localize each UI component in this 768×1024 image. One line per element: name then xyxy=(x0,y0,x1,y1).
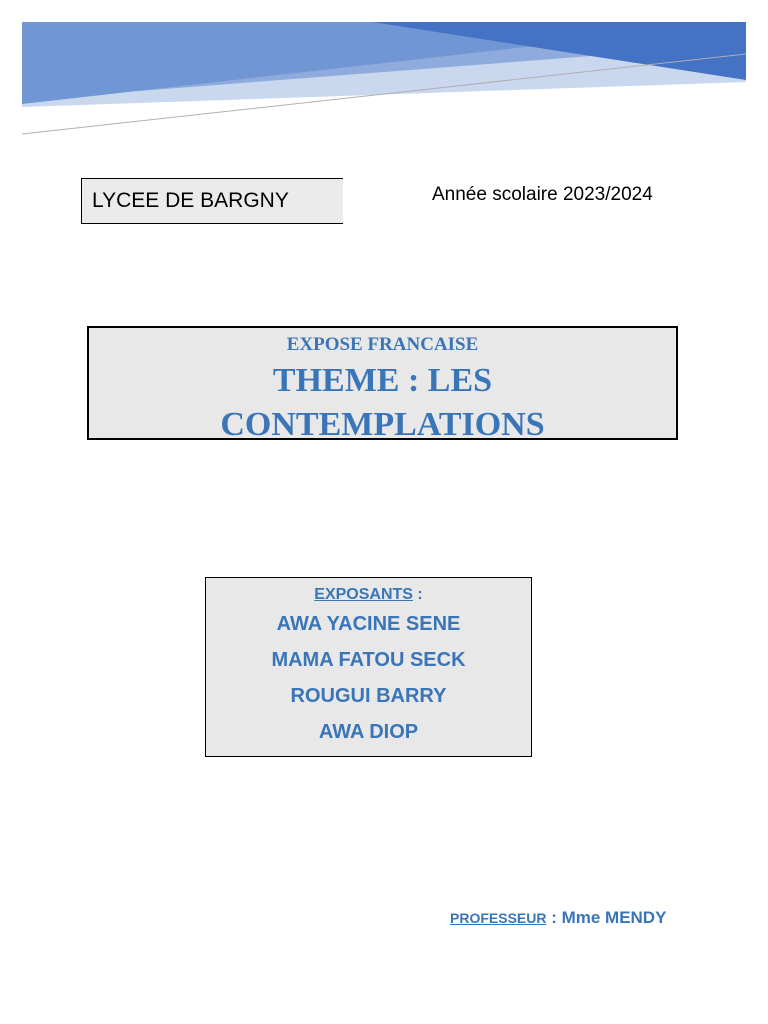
presenter-name: MAMA FATOU SECK xyxy=(271,649,466,671)
presenter-name: ROUGUI BARRY xyxy=(290,685,447,707)
presenter-name: AWA DIOP xyxy=(318,721,419,743)
presenters-colon: : xyxy=(412,586,423,603)
theme-line-1: THEME : LES xyxy=(272,362,493,399)
teacher-name: Mme MENDY xyxy=(561,908,667,927)
presenter-name: AWA YACINE SENE xyxy=(276,613,461,635)
teacher-label: PROFESSEUR xyxy=(450,910,547,926)
theme-line-2: CONTEMPLATIONS xyxy=(220,406,545,440)
teacher-line xyxy=(450,908,666,928)
school-year: Année scolaire 2023/2024 xyxy=(432,184,653,205)
presenters-list xyxy=(206,606,531,750)
header-banner xyxy=(22,22,746,142)
presenters-label: EXPOSANTS xyxy=(314,586,413,603)
presenters-box xyxy=(205,577,532,757)
exposé-subtitle: EXPOSE FRANCAISE xyxy=(286,334,479,355)
title-block xyxy=(87,326,678,440)
school-name-box xyxy=(81,178,343,224)
school-name: LYCEE DE BARGNY xyxy=(92,189,289,212)
presenters-heading xyxy=(206,586,531,604)
teacher-separator: : xyxy=(546,908,562,927)
